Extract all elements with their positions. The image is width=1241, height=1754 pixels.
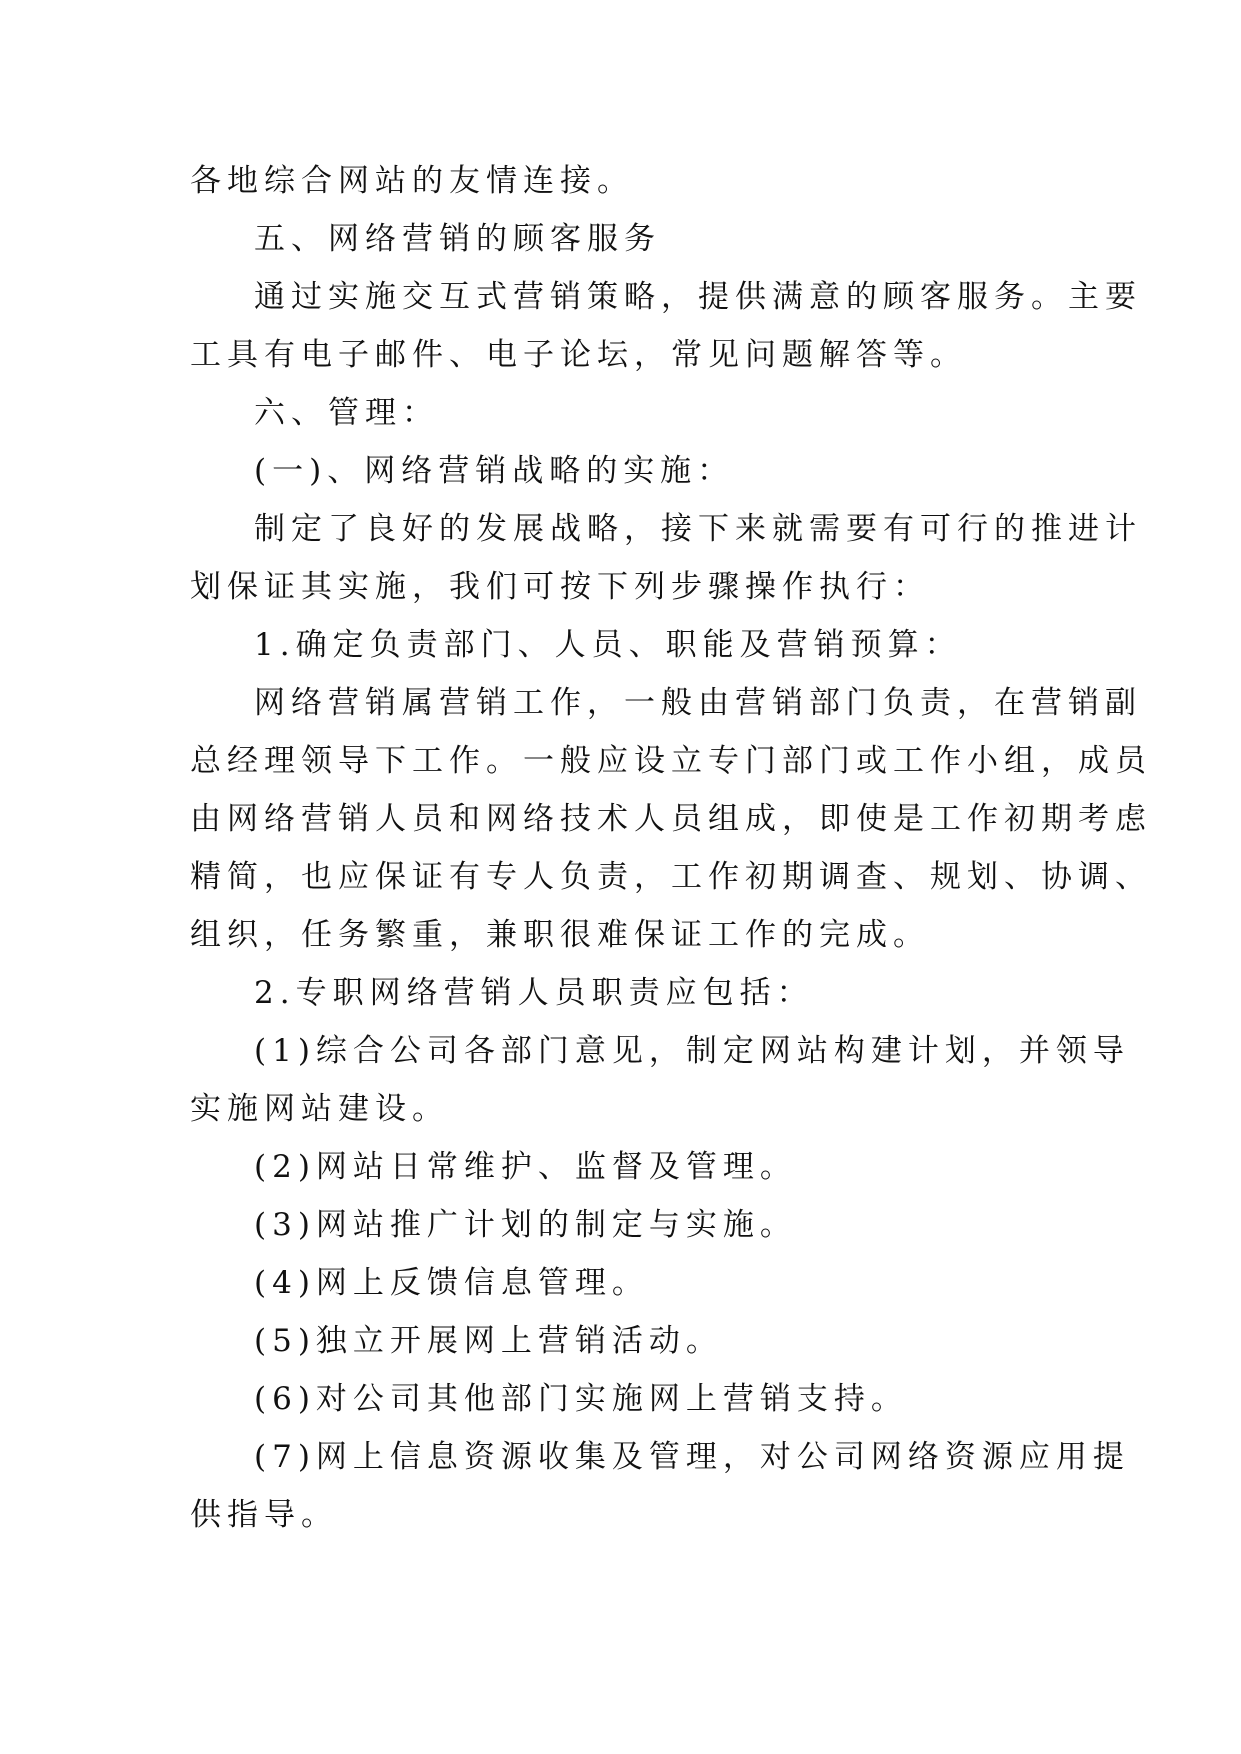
paragraph-line: 工具有电子邮件、电子论坛，常见问题解答等。: [190, 337, 967, 373]
list-item: (4)网上反馈信息管理。: [254, 1265, 649, 1301]
list-item: (6)对公司其他部门实施网上营销支持。: [254, 1381, 908, 1417]
subsection-heading: (一)、网络营销战略的实施：: [254, 453, 735, 489]
paragraph-line: 组织，任务繁重，兼职很难保证工作的完成。: [190, 917, 930, 953]
list-item-continuation: 供指导。: [190, 1497, 338, 1533]
list-item: (2)网站日常维护、监督及管理。: [254, 1149, 797, 1185]
paragraph-line: 精简，也应保证有专人负责，工作初期调查、规划、协调、: [190, 859, 1152, 895]
list-item: (3)网站推广计划的制定与实施。: [254, 1207, 797, 1243]
paragraph-line: 由网络营销人员和网络技术人员组成，即使是工作初期考虑: [190, 801, 1152, 837]
numbered-heading: 1.确定负责部门、人员、职能及营销预算：: [254, 627, 962, 663]
paragraph-line: 各地综合网站的友情连接。: [190, 163, 634, 199]
list-item: (5)独立开展网上营销活动。: [254, 1323, 723, 1359]
list-item: (1)综合公司各部门意见，制定网站构建计划，并领导: [254, 1033, 1130, 1069]
section-heading: 五、网络营销的顾客服务: [254, 221, 661, 257]
paragraph-line: 通过实施交互式营销策略，提供满意的顾客服务。主要: [254, 279, 1142, 315]
paragraph-line: 制定了良好的发展战略，接下来就需要有可行的推进计: [254, 511, 1142, 547]
numbered-heading: 2.专职网络营销人员职责应包括：: [254, 975, 814, 1011]
paragraph-line: 总经理领导下工作。一般应设立专门部门或工作小组，成员: [190, 743, 1152, 779]
list-item-continuation: 实施网站建设。: [190, 1091, 449, 1127]
list-item: (7)网上信息资源收集及管理，对公司网络资源应用提: [254, 1439, 1130, 1475]
paragraph-line: 网络营销属营销工作，一般由营销部门负责，在营销副: [254, 685, 1142, 721]
paragraph-line: 划保证其实施，我们可按下列步骤操作执行：: [190, 569, 930, 605]
section-heading: 六、管理：: [254, 395, 439, 431]
